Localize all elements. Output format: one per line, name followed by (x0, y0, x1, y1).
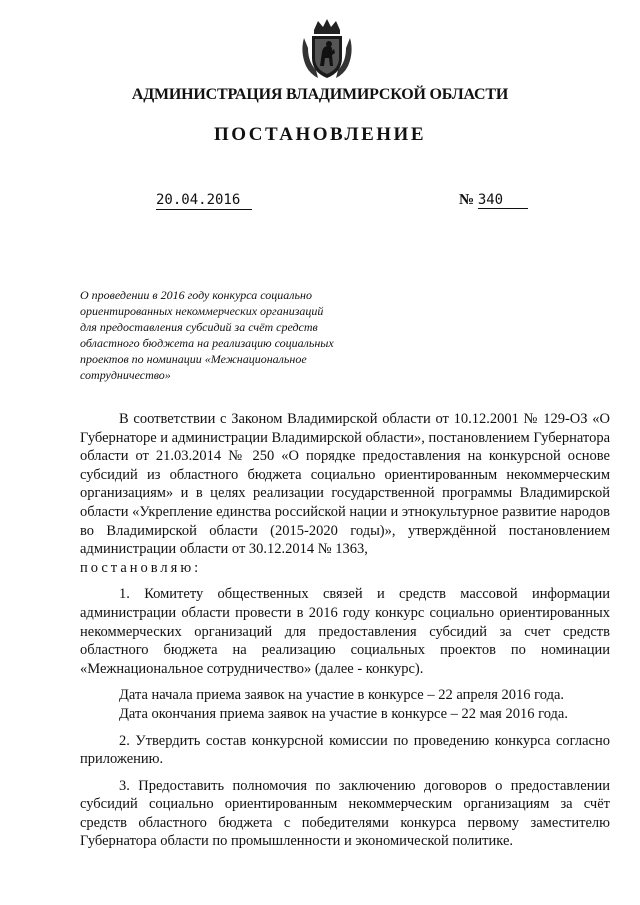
coat-of-arms-icon (298, 18, 356, 82)
subject-line: ориентированных некоммерческих организаций (80, 304, 324, 318)
document-subject (80, 287, 380, 383)
organization-name: АДМИНИСТРАЦИЯ ВЛАДИМИРСКОЙ ОБЛАСТИ (131, 86, 509, 103)
item-1-start-date: Дата начала приема заявок на участие в конкурсе – 22 апреля 2016 года. (119, 687, 565, 704)
item-1-end-date: Дата окончания приема заявок на участие в конкурсе – 22 мая 2016 года. (119, 705, 568, 722)
decree-word: постановляю: (80, 559, 202, 576)
number-value: 340 (478, 192, 528, 209)
document-number (459, 192, 528, 209)
document-body (80, 410, 610, 851)
item-3-paragraph: 3. Предоставить полномочия по заключению договоров о предоставлении субсидий социально ориентированным некоммерческим организациям за счёт средств областного бюджета с победителями конкурса первому заместителю Губернатора области по промышленности и экономической политике. (80, 777, 610, 850)
subject-line: для предоставления субсидий за счёт средств (80, 320, 318, 334)
item-1-paragraph: 1. Комитету общественных связей и средств массовой информации администрации области провести в 2016 году конкурс социально ориентированных некоммерческих организаций для предоставления субсидий за счет средств областного бюджета на реализацию социальных проектов по номинации «Межнациональное сотрудничество» (далее - конкурс). (80, 586, 610, 677)
number-sign: № (459, 192, 475, 208)
preamble-paragraph: В соответствии с Законом Владимирской области от 10.12.2001 № 129-ОЗ «О Губернаторе и администрации Владимирской области», постановлением Губернатора области от 21.03.2014 № 250 «О порядке предоставления на конкурсной основе субсидий из областного бюджета социально ориентированным некоммерческим организациям» и в целях реализации государственной программы Владимирской области «Укрепление единства российской нации и этнокультурное развитие народов во Владимирской области (2015-2020 годы)», утверждённой постановлением администрации области от 30.12.2014 № 1363, (80, 411, 611, 558)
document-type-title: ПОСТАНОВЛЕНИЕ (213, 124, 427, 145)
item-2-paragraph: 2. Утвердить состав конкурсной комиссии по проведению конкурса согласно приложению. (80, 732, 610, 768)
subject-line: О проведении в 2016 году конкурса социально (80, 288, 312, 302)
document-date: 20.04.2016 (156, 192, 252, 210)
subject-line: областного бюджета на реализацию социальных (80, 336, 334, 350)
subject-line: сотрудничество» (80, 368, 171, 382)
subject-line: проектов по номинации «Межнациональное (80, 352, 307, 366)
